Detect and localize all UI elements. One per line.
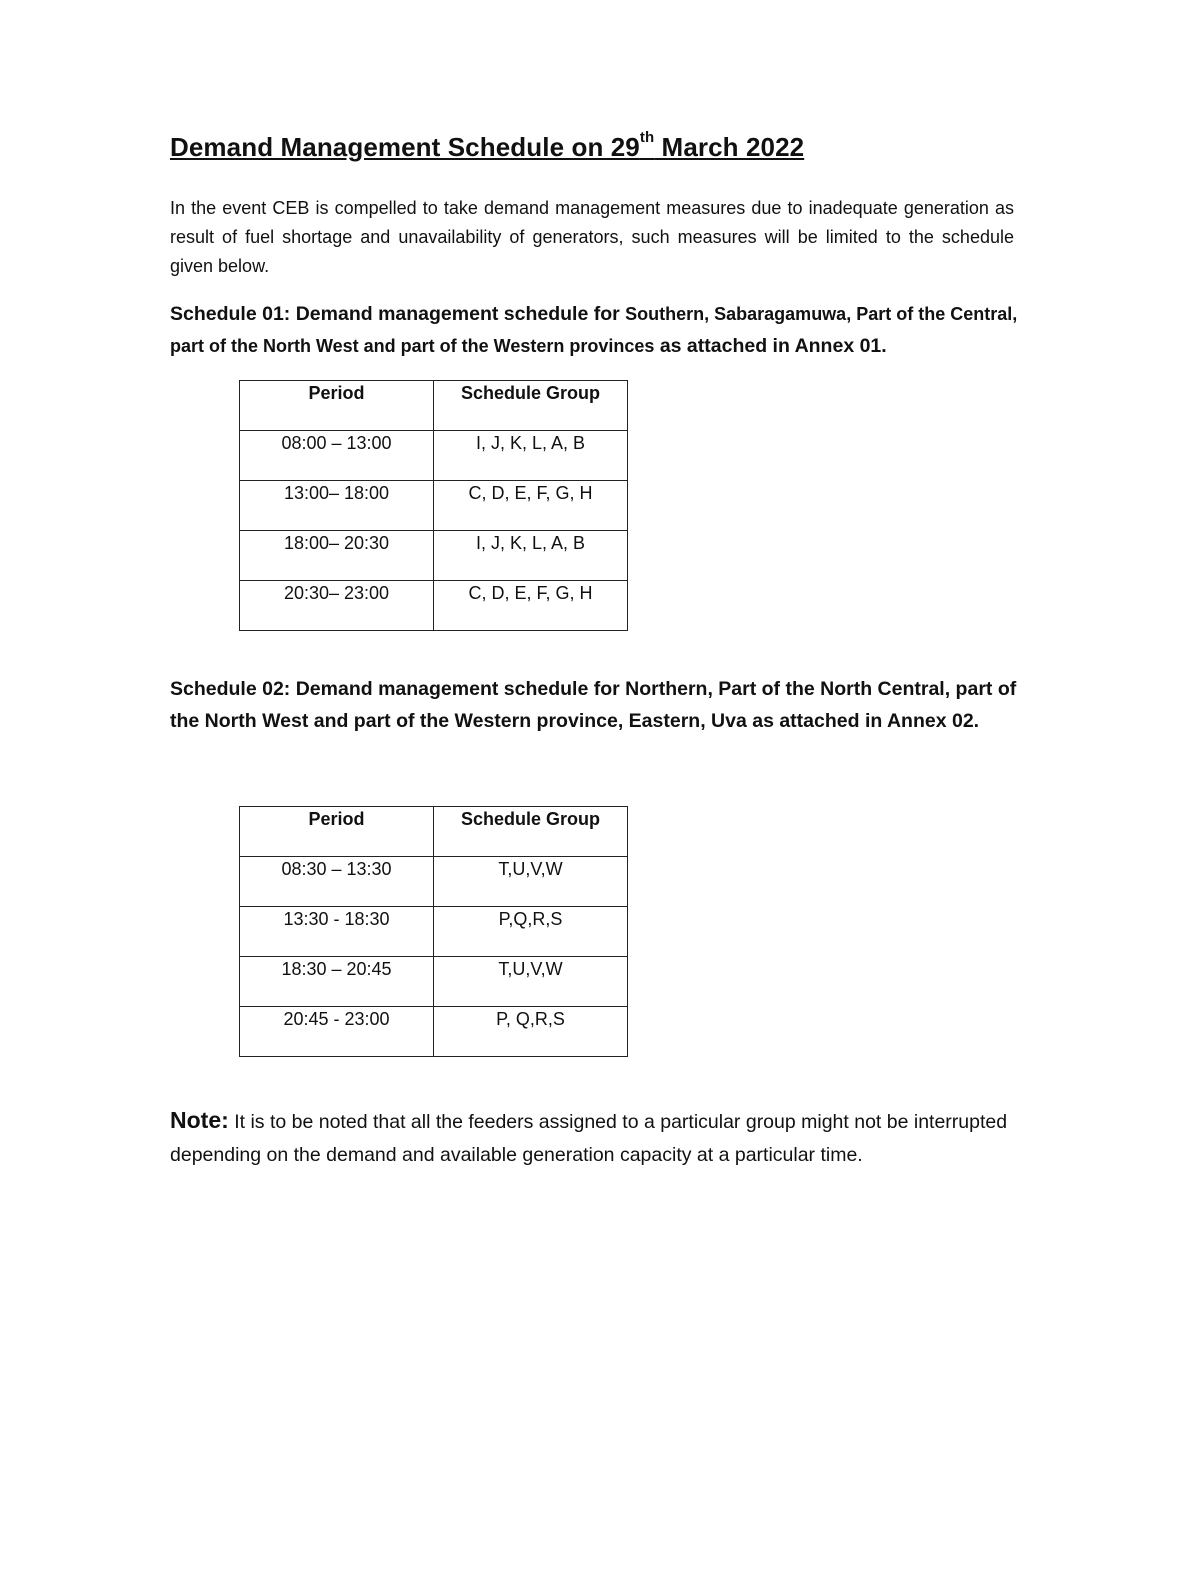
group-cell: C, D, E, F, G, H bbox=[434, 581, 628, 631]
table-row bbox=[240, 957, 628, 1007]
period-cell: 20:30– 23:00 bbox=[240, 581, 434, 631]
table-row bbox=[240, 907, 628, 957]
title-text-end: March 2022 bbox=[654, 132, 805, 162]
group-cell: I, J, K, L, A, B bbox=[434, 531, 628, 581]
period-cell: 13:30 - 18:30 bbox=[240, 907, 434, 957]
schedule-01-heading-lead: Schedule 01: Demand management schedule for bbox=[170, 303, 626, 325]
schedule-02-table bbox=[239, 806, 628, 1057]
period-cell: 08:30 – 13:30 bbox=[240, 857, 434, 907]
page-title bbox=[170, 129, 805, 163]
period-cell: 18:30 – 20:45 bbox=[240, 957, 434, 1007]
note-paragraph bbox=[170, 1104, 1010, 1172]
group-cell: T,U,V,W bbox=[434, 857, 628, 907]
table-row bbox=[240, 1007, 628, 1057]
schedule-01-table bbox=[239, 380, 628, 631]
note-text: It is to be noted that all the feeders assigned to a particular group might not be interrupted depending on the demand and available generation capacity at a particular time. bbox=[170, 1111, 1008, 1166]
period-cell: 20:45 - 23:00 bbox=[240, 1007, 434, 1057]
intro-paragraph: In the event CEB is compelled to take demand management measures due to inadequate generation as result of fuel shortage and unavailability of generators, such measures will be limited to the schedule given below. bbox=[170, 198, 1014, 276]
title-text: Demand Management Schedule on 29 bbox=[170, 132, 640, 162]
group-cell: P, Q,R,S bbox=[434, 1007, 628, 1057]
table-header-row bbox=[240, 807, 628, 857]
table-row bbox=[240, 531, 628, 581]
note-label: Note: bbox=[170, 1107, 229, 1133]
column-header-period: Period bbox=[240, 381, 434, 431]
table-row bbox=[240, 857, 628, 907]
title-superscript: th bbox=[639, 129, 655, 146]
period-cell: 13:00– 18:00 bbox=[240, 481, 434, 531]
group-cell: P,Q,R,S bbox=[434, 907, 628, 957]
group-cell: C, D, E, F, G, H bbox=[434, 481, 628, 531]
schedule-01-heading-regions: Southern, Sabaragamuwa, Part of the Central, part of the North West and part of the Western provinces bbox=[170, 304, 1018, 356]
table-row bbox=[240, 481, 628, 531]
group-cell: T,U,V,W bbox=[434, 957, 628, 1007]
column-header-period: Period bbox=[240, 807, 434, 857]
period-cell: 08:00 – 13:00 bbox=[240, 431, 434, 481]
column-header-schedule-group: Schedule Group bbox=[434, 381, 628, 431]
group-cell: I, J, K, L, A, B bbox=[434, 431, 628, 481]
schedule-01-heading-tail: as attached in Annex 01. bbox=[654, 335, 887, 357]
table-row bbox=[240, 431, 628, 481]
period-cell: 18:00– 20:30 bbox=[240, 531, 434, 581]
schedule-02-heading: Schedule 02: Demand management schedule for Northern, Part of the North Central, part of the North West and part of the Western province, Eastern, Uva as attached in Annex 02. bbox=[170, 678, 1017, 732]
table-header-row bbox=[240, 381, 628, 431]
schedule-01-heading bbox=[170, 298, 1020, 362]
table-row bbox=[240, 581, 628, 631]
column-header-schedule-group: Schedule Group bbox=[434, 807, 628, 857]
